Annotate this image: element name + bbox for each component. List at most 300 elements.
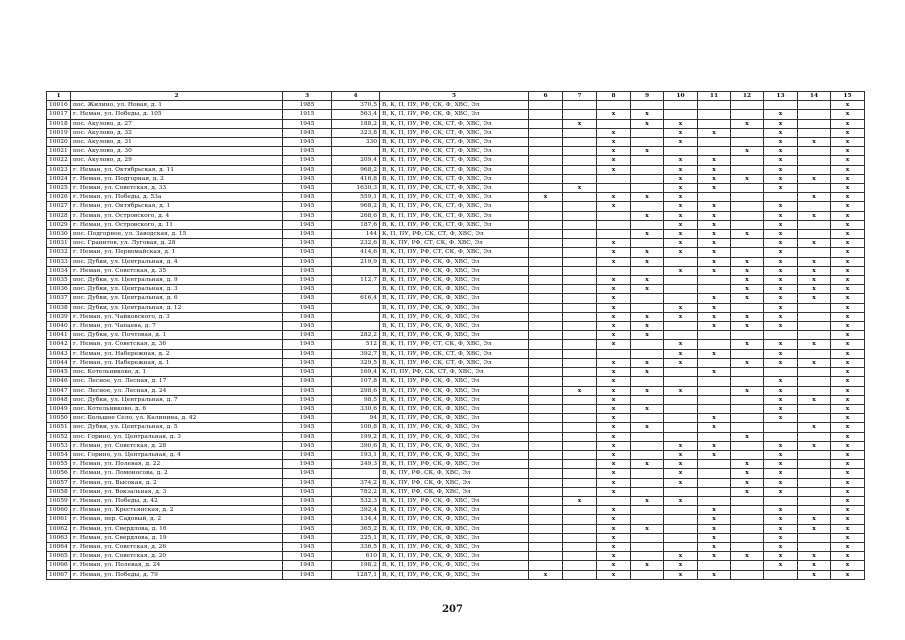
record-id-cell: 10021 bbox=[47, 147, 71, 156]
mark-cell-col-13: х bbox=[764, 266, 798, 275]
mark-cell-col-14 bbox=[798, 368, 831, 377]
mark-cell-col-13: х bbox=[764, 230, 798, 239]
mark-cell-col-15: х bbox=[831, 147, 865, 156]
table-row bbox=[47, 515, 865, 524]
mark-cell-col-11: х bbox=[698, 248, 731, 257]
mark-cell-col-12: х bbox=[731, 230, 764, 239]
mark-cell-col-9: х bbox=[631, 496, 664, 505]
mark-cell-col-8: х bbox=[597, 552, 631, 561]
mark-cell-col-14: х bbox=[798, 524, 831, 533]
mark-cell-col-11: х bbox=[698, 230, 731, 239]
mark-cell-col-10 bbox=[664, 404, 698, 413]
mark-cell-col-7 bbox=[563, 340, 597, 349]
area-cell: 390,6 bbox=[332, 441, 380, 450]
mark-cell-col-6 bbox=[529, 266, 563, 275]
mark-cell-col-13: х bbox=[764, 220, 798, 229]
area-cell: 188,2 bbox=[332, 119, 380, 128]
mark-cell-col-6 bbox=[529, 101, 563, 110]
mark-cell-col-14 bbox=[798, 386, 831, 395]
mark-cell-col-8 bbox=[597, 266, 631, 275]
mark-cell-col-10 bbox=[664, 533, 698, 542]
mark-cell-col-8: х bbox=[597, 368, 631, 377]
address-cell: г. Неман, ул. Набережная, д. 2 bbox=[71, 349, 283, 358]
year-cell: 1945 bbox=[283, 257, 332, 266]
mark-cell-col-14: х bbox=[798, 193, 831, 202]
mark-cell-col-15: х bbox=[831, 193, 865, 202]
mark-cell-col-15: х bbox=[831, 174, 865, 183]
mark-cell-col-13: х bbox=[764, 147, 798, 156]
mark-cell-col-8 bbox=[597, 211, 631, 220]
mark-cell-col-10: х bbox=[664, 128, 698, 137]
mark-cell-col-9: х bbox=[631, 248, 664, 257]
mark-cell-col-9 bbox=[631, 478, 664, 487]
mark-cell-col-10: х bbox=[664, 165, 698, 174]
mark-cell-col-7 bbox=[563, 202, 597, 211]
mark-cell-col-13: х bbox=[764, 138, 798, 147]
year-cell: 1945 bbox=[283, 312, 332, 321]
mark-cell-col-12 bbox=[731, 368, 764, 377]
systems-cell: В, К, П, ПУ, РФ, СК, Ф, ХВС, Эл bbox=[380, 395, 529, 404]
mark-cell-col-9 bbox=[631, 128, 664, 137]
mark-cell-col-13: х bbox=[764, 285, 798, 294]
mark-cell-col-9 bbox=[631, 533, 664, 542]
mark-cell-col-9 bbox=[631, 552, 664, 561]
area-cell: 374,2 bbox=[332, 478, 380, 487]
mark-cell-col-15: х bbox=[831, 386, 865, 395]
mark-cell-col-11 bbox=[698, 340, 731, 349]
mark-cell-col-14 bbox=[798, 377, 831, 386]
record-id-cell: 10019 bbox=[47, 128, 71, 137]
mark-cell-col-7 bbox=[563, 570, 597, 579]
mark-cell-col-13: х bbox=[764, 552, 798, 561]
record-id-cell: 10056 bbox=[47, 469, 71, 478]
mark-cell-col-9: х bbox=[631, 561, 664, 570]
mark-cell-col-11: х bbox=[698, 312, 731, 321]
mark-cell-col-9 bbox=[631, 294, 664, 303]
mark-cell-col-10: х bbox=[664, 193, 698, 202]
mark-cell-col-7 bbox=[563, 533, 597, 542]
mark-cell-col-9 bbox=[631, 101, 664, 110]
mark-cell-col-8: х bbox=[597, 561, 631, 570]
record-id-cell: 10029 bbox=[47, 220, 71, 229]
mark-cell-col-13: х bbox=[764, 165, 798, 174]
mark-cell-col-8: х bbox=[597, 110, 631, 119]
mark-cell-col-7 bbox=[563, 524, 597, 533]
mark-cell-col-15: х bbox=[831, 533, 865, 542]
mark-cell-col-9 bbox=[631, 506, 664, 515]
year-cell: 1945 bbox=[283, 524, 332, 533]
mark-cell-col-6 bbox=[529, 404, 563, 413]
year-cell: 1945 bbox=[283, 128, 332, 137]
mark-cell-col-10: х bbox=[664, 358, 698, 367]
record-id-cell: 10063 bbox=[47, 533, 71, 542]
mark-cell-col-6 bbox=[529, 460, 563, 469]
page-number: 207 bbox=[442, 604, 463, 615]
mark-cell-col-13: х bbox=[764, 128, 798, 137]
record-id-cell: 10052 bbox=[47, 432, 71, 441]
mark-cell-col-10 bbox=[664, 331, 698, 340]
mark-cell-col-10 bbox=[664, 322, 698, 331]
record-id-cell: 10030 bbox=[47, 230, 71, 239]
mark-cell-col-11: х bbox=[698, 165, 731, 174]
record-id-cell: 10066 bbox=[47, 561, 71, 570]
address-cell: г. Неман, ул. Высокая, д. 2 bbox=[71, 478, 283, 487]
mark-cell-col-12: х bbox=[731, 147, 764, 156]
mark-cell-col-13: х bbox=[764, 248, 798, 257]
mark-cell-col-13: х bbox=[764, 184, 798, 193]
mark-cell-col-10: х bbox=[664, 220, 698, 229]
record-id-cell: 10055 bbox=[47, 460, 71, 469]
mark-cell-col-15: х bbox=[831, 368, 865, 377]
address-cell: пос. Лесное, ул. Лесная, д. 24 bbox=[71, 386, 283, 395]
mark-cell-col-10: х bbox=[664, 478, 698, 487]
systems-cell: В, К, П, ПУ, РФ, СК, Ф, ХВС, Эл bbox=[380, 561, 529, 570]
year-cell: 1945 bbox=[283, 515, 332, 524]
mark-cell-col-6 bbox=[529, 469, 563, 478]
mark-cell-col-15: х bbox=[831, 487, 865, 496]
column-header-1: 1 bbox=[47, 92, 71, 101]
mark-cell-col-8 bbox=[597, 184, 631, 193]
record-id-cell: 10062 bbox=[47, 524, 71, 533]
mark-cell-col-11 bbox=[698, 138, 731, 147]
mark-cell-col-7 bbox=[563, 460, 597, 469]
area-cell: 323,8 bbox=[332, 128, 380, 137]
table-row bbox=[47, 211, 865, 220]
mark-cell-col-14 bbox=[798, 542, 831, 551]
mark-cell-col-11 bbox=[698, 147, 731, 156]
mark-cell-col-13: х bbox=[764, 358, 798, 367]
table-row bbox=[47, 460, 865, 469]
mark-cell-col-13 bbox=[764, 496, 798, 505]
mark-cell-col-11 bbox=[698, 285, 731, 294]
table-row bbox=[47, 450, 865, 459]
mark-cell-col-14 bbox=[798, 478, 831, 487]
mark-cell-col-7 bbox=[563, 441, 597, 450]
mark-cell-col-11: х bbox=[698, 156, 731, 165]
year-cell: 1945 bbox=[283, 395, 332, 404]
mark-cell-col-12 bbox=[731, 533, 764, 542]
record-id-cell: 10016 bbox=[47, 101, 71, 110]
year-cell: 1945 bbox=[283, 138, 332, 147]
mark-cell-col-12 bbox=[731, 193, 764, 202]
mark-cell-col-15: х bbox=[831, 552, 865, 561]
mark-cell-col-11 bbox=[698, 487, 731, 496]
mark-cell-col-11 bbox=[698, 331, 731, 340]
mark-cell-col-14 bbox=[798, 303, 831, 312]
systems-cell: В, К, П, ПУ, РФ, СК, Ф, ХВС, Эл bbox=[380, 506, 529, 515]
area-cell: 330,6 bbox=[332, 404, 380, 413]
systems-cell: В, К, ПУ, РФ, СТ, СК, Ф, ХВС, Эл bbox=[380, 239, 529, 248]
mark-cell-col-10: х bbox=[664, 202, 698, 211]
column-header-12: 12 bbox=[731, 92, 764, 101]
mark-cell-col-10 bbox=[664, 423, 698, 432]
mark-cell-col-14 bbox=[798, 487, 831, 496]
mark-cell-col-14: х bbox=[798, 266, 831, 275]
address-cell: пос. Дубки, ул. Центральная, д. 6 bbox=[71, 294, 283, 303]
mark-cell-col-14: х bbox=[798, 285, 831, 294]
mark-cell-col-11: х bbox=[698, 128, 731, 137]
mark-cell-col-9: х bbox=[631, 368, 664, 377]
mark-cell-col-8 bbox=[597, 230, 631, 239]
mark-cell-col-14 bbox=[798, 331, 831, 340]
mark-cell-col-12 bbox=[731, 211, 764, 220]
mark-cell-col-15: х bbox=[831, 101, 865, 110]
mark-cell-col-9 bbox=[631, 174, 664, 183]
year-cell: 1945 bbox=[283, 368, 332, 377]
mark-cell-col-11: х bbox=[698, 441, 731, 450]
mark-cell-col-11 bbox=[698, 404, 731, 413]
mark-cell-col-13 bbox=[764, 331, 798, 340]
record-id-cell: 10033 bbox=[47, 257, 71, 266]
mark-cell-col-13: х bbox=[764, 386, 798, 395]
mark-cell-col-14 bbox=[798, 147, 831, 156]
systems-cell: В, К, П, ПУ, РФ, СК, Ф, ХВС, Эл bbox=[380, 496, 529, 505]
area-cell: 370,5 bbox=[332, 101, 380, 110]
systems-cell: В, К, П, ПУ, РФ, СК, Ф, ХВС, Эл bbox=[380, 542, 529, 551]
mark-cell-col-13: х bbox=[764, 377, 798, 386]
systems-cell: В, К, П, ПУ, РФ, СК, Ф, ХВС, Эл bbox=[380, 322, 529, 331]
record-id-cell: 10058 bbox=[47, 487, 71, 496]
mark-cell-col-9 bbox=[631, 184, 664, 193]
mark-cell-col-6 bbox=[529, 487, 563, 496]
mark-cell-col-12 bbox=[731, 423, 764, 432]
column-header-8: 8 bbox=[597, 92, 631, 101]
mark-cell-col-15: х bbox=[831, 312, 865, 321]
area-cell: 610 bbox=[332, 552, 380, 561]
area-cell: 365,2 bbox=[332, 524, 380, 533]
mark-cell-col-13: х bbox=[764, 349, 798, 358]
mark-cell-col-14 bbox=[798, 119, 831, 128]
record-id-cell: 10064 bbox=[47, 542, 71, 551]
mark-cell-col-10 bbox=[664, 368, 698, 377]
table-row bbox=[47, 156, 865, 165]
table-row bbox=[47, 202, 865, 211]
mark-cell-col-15: х bbox=[831, 496, 865, 505]
area-cell: 392,4 bbox=[332, 506, 380, 515]
mark-cell-col-13: х bbox=[764, 478, 798, 487]
area-cell bbox=[332, 266, 380, 275]
column-header-3: 3 bbox=[283, 92, 332, 101]
systems-cell: В, К, П, ПУ, РФ, СК, СТ, Ф, ХВС, Эл bbox=[380, 138, 529, 147]
mark-cell-col-11 bbox=[698, 469, 731, 478]
mark-cell-col-8: х bbox=[597, 487, 631, 496]
mark-cell-col-10: х bbox=[664, 450, 698, 459]
address-cell: пос. Акулово, д. 31 bbox=[71, 138, 283, 147]
systems-cell: В, К, П, ПУ, РФ, СК, СТ, Ф, ХВС, Эл bbox=[380, 128, 529, 137]
record-id-cell: 10023 bbox=[47, 165, 71, 174]
mark-cell-col-10 bbox=[664, 276, 698, 285]
area-cell: 187,6 bbox=[332, 220, 380, 229]
address-cell: пос. Акулово, д. 30 bbox=[71, 147, 283, 156]
area-cell: 968,2 bbox=[332, 165, 380, 174]
systems-cell: В, К, П, ПУ, РФ, СК, Ф, ХВС, Эл bbox=[380, 423, 529, 432]
mark-cell-col-13: х bbox=[764, 312, 798, 321]
address-cell: пос. Горино, ул. Центральная, д. 4 bbox=[71, 450, 283, 459]
mark-cell-col-10 bbox=[664, 257, 698, 266]
record-id-cell: 10032 bbox=[47, 248, 71, 257]
mark-cell-col-10 bbox=[664, 414, 698, 423]
mark-cell-col-9: х bbox=[631, 193, 664, 202]
systems-cell: В, К, ПУ, РФ, СК, Ф, ХВС, Эл bbox=[380, 487, 529, 496]
mark-cell-col-6 bbox=[529, 257, 563, 266]
record-id-cell: 10039 bbox=[47, 312, 71, 321]
mark-cell-col-14: х bbox=[798, 561, 831, 570]
mark-cell-col-15: х bbox=[831, 128, 865, 137]
table-row bbox=[47, 524, 865, 533]
mark-cell-col-7 bbox=[563, 349, 597, 358]
mark-cell-col-11 bbox=[698, 561, 731, 570]
column-header-10: 10 bbox=[664, 92, 698, 101]
mark-cell-col-10: х bbox=[664, 496, 698, 505]
mark-cell-col-11: х bbox=[698, 303, 731, 312]
mark-cell-col-9: х bbox=[631, 404, 664, 413]
mark-cell-col-6 bbox=[529, 165, 563, 174]
mark-cell-col-9 bbox=[631, 570, 664, 579]
address-cell: пос. Дубки, ул. Центральная, д. 5 bbox=[71, 423, 283, 432]
year-cell: 1945 bbox=[283, 285, 332, 294]
table-row bbox=[47, 276, 865, 285]
mark-cell-col-9: х bbox=[631, 276, 664, 285]
address-cell: пос. Дубки, ул. Центральная, д. 12 bbox=[71, 303, 283, 312]
mark-cell-col-6 bbox=[529, 128, 563, 137]
mark-cell-col-13: х bbox=[764, 487, 798, 496]
mark-cell-col-9: х bbox=[631, 423, 664, 432]
year-cell: 1945 bbox=[283, 294, 332, 303]
table-row bbox=[47, 303, 865, 312]
mark-cell-col-10: х bbox=[664, 230, 698, 239]
mark-cell-col-11 bbox=[698, 110, 731, 119]
year-cell: 1945 bbox=[283, 432, 332, 441]
year-cell: 1945 bbox=[283, 340, 332, 349]
mark-cell-col-13: х bbox=[764, 303, 798, 312]
column-header-11: 11 bbox=[698, 92, 731, 101]
area-cell: 144 bbox=[332, 230, 380, 239]
mark-cell-col-9 bbox=[631, 441, 664, 450]
mark-cell-col-8: х bbox=[597, 414, 631, 423]
mark-cell-col-10: х bbox=[664, 312, 698, 321]
area-cell bbox=[332, 303, 380, 312]
record-id-cell: 10048 bbox=[47, 395, 71, 404]
mark-cell-col-10: х bbox=[664, 386, 698, 395]
address-cell: г. Неман, ул. Свердлова, д. 16 bbox=[71, 524, 283, 533]
year-cell: 1945 bbox=[283, 414, 332, 423]
year-cell: 1945 bbox=[283, 349, 332, 358]
year-cell: 1945 bbox=[283, 220, 332, 229]
table-row bbox=[47, 312, 865, 321]
mark-cell-col-10: х bbox=[664, 561, 698, 570]
mark-cell-col-12: х bbox=[731, 276, 764, 285]
record-id-cell: 10020 bbox=[47, 138, 71, 147]
mark-cell-col-15: х bbox=[831, 202, 865, 211]
record-id-cell: 10044 bbox=[47, 358, 71, 367]
year-cell: 1945 bbox=[283, 542, 332, 551]
mark-cell-col-14: х bbox=[798, 174, 831, 183]
mark-cell-col-14 bbox=[798, 506, 831, 515]
systems-cell: В, К, П, ПУ, РФ, СК, Ф, ХВС, Эл bbox=[380, 441, 529, 450]
mark-cell-col-11: х bbox=[698, 542, 731, 551]
mark-cell-col-7 bbox=[563, 303, 597, 312]
mark-cell-col-8: х bbox=[597, 386, 631, 395]
mark-cell-col-7 bbox=[563, 395, 597, 404]
mark-cell-col-8: х bbox=[597, 257, 631, 266]
mark-cell-col-8: х bbox=[597, 322, 631, 331]
systems-cell: В, К, П, ПУ, РФ, СК, Ф, ХВС, Эл bbox=[380, 460, 529, 469]
column-header-7: 7 bbox=[563, 92, 597, 101]
mark-cell-col-12: х bbox=[731, 358, 764, 367]
address-cell: г. Неман, ул. Вокзальная, д. 3 bbox=[71, 487, 283, 496]
mark-cell-col-15: х bbox=[831, 570, 865, 579]
table-row bbox=[47, 128, 865, 137]
area-cell: 219,9 bbox=[332, 257, 380, 266]
mark-cell-col-9 bbox=[631, 239, 664, 248]
mark-cell-col-9: х bbox=[631, 312, 664, 321]
mark-cell-col-8: х bbox=[597, 331, 631, 340]
mark-cell-col-15: х bbox=[831, 138, 865, 147]
record-id-cell: 10040 bbox=[47, 322, 71, 331]
mark-cell-col-9 bbox=[631, 349, 664, 358]
mark-cell-col-6 bbox=[529, 184, 563, 193]
mark-cell-col-8: х bbox=[597, 441, 631, 450]
record-id-cell: 10045 bbox=[47, 368, 71, 377]
mark-cell-col-11: х bbox=[698, 202, 731, 211]
table-row bbox=[47, 469, 865, 478]
mark-cell-col-14: х bbox=[798, 423, 831, 432]
systems-cell: В, К, ПУ, РФ, СК, Ф, ХВС, Эл bbox=[380, 478, 529, 487]
address-cell: г. Неман, ул. Чапаева, д. 7 bbox=[71, 322, 283, 331]
mark-cell-col-13 bbox=[764, 570, 798, 579]
mark-cell-col-11: х bbox=[698, 266, 731, 275]
record-id-cell: 10047 bbox=[47, 386, 71, 395]
column-header-14: 14 bbox=[798, 92, 831, 101]
address-cell: пос. Подгорное, ул. Заводская, д. 15 bbox=[71, 230, 283, 239]
mark-cell-col-12: х bbox=[731, 432, 764, 441]
mark-cell-col-12: х bbox=[731, 312, 764, 321]
mark-cell-col-7 bbox=[563, 156, 597, 165]
mark-cell-col-8: х bbox=[597, 285, 631, 294]
mark-cell-col-6 bbox=[529, 432, 563, 441]
mark-cell-col-8 bbox=[597, 496, 631, 505]
mark-cell-col-10: х bbox=[664, 266, 698, 275]
area-cell: 512 bbox=[332, 340, 380, 349]
mark-cell-col-14: х bbox=[798, 515, 831, 524]
address-cell: г. Неман, ул. Советская, д. 26 bbox=[71, 542, 283, 551]
area-cell bbox=[332, 147, 380, 156]
area-cell: 329,5 bbox=[332, 358, 380, 367]
mark-cell-col-8: х bbox=[597, 193, 631, 202]
mark-cell-col-6 bbox=[529, 322, 563, 331]
area-cell: 198,2 bbox=[332, 561, 380, 570]
address-cell: пос. Лесное, ул. Лесная, д. 17 bbox=[71, 377, 283, 386]
systems-cell: В, К, П, ПУ, РФ, СК, Ф, ХВС, Эл bbox=[380, 570, 529, 579]
area-cell: 414,6 bbox=[332, 248, 380, 257]
mark-cell-col-8 bbox=[597, 174, 631, 183]
record-id-cell: 10024 bbox=[47, 174, 71, 183]
column-header-6: 6 bbox=[529, 92, 563, 101]
year-cell: 1945 bbox=[283, 561, 332, 570]
table-row bbox=[47, 552, 865, 561]
mark-cell-col-14: х bbox=[798, 276, 831, 285]
mark-cell-col-13: х bbox=[764, 257, 798, 266]
area-cell bbox=[332, 469, 380, 478]
year-cell: 1945 bbox=[283, 487, 332, 496]
mark-cell-col-15: х bbox=[831, 322, 865, 331]
mark-cell-col-12 bbox=[731, 303, 764, 312]
mark-cell-col-6 bbox=[529, 138, 563, 147]
mark-cell-col-10: х bbox=[664, 156, 698, 165]
mark-cell-col-14 bbox=[798, 101, 831, 110]
mark-cell-col-15: х bbox=[831, 432, 865, 441]
year-cell: 1945 bbox=[283, 248, 332, 257]
